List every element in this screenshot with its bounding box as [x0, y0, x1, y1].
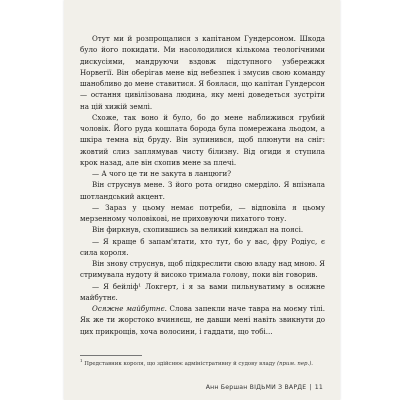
body-text [80, 33, 325, 337]
footnote-translator-note: (прим. пер.). [276, 360, 314, 367]
footnote-text: Представник короля, що здійснює адміністративну й судову владу [82, 360, 276, 367]
running-footer [206, 384, 323, 391]
paragraph-2: Схоже, так воно й було, бо до мене наближився грубий чоловік. Його руда кошлата борода була помережана льодом, а шкіра темна від бруду. Він зупинився, щоб плюнути на сніг: жовтий слиз заплямував чисту білизну. Від огиди я ступила крок назад, але він схопив мене за плечі. [80, 112, 325, 167]
italic-phrase: Осяжне майбутнє. [92, 304, 167, 313]
paragraph-6-rest: Слова запекли наче тавра на моєму тілі. Як же ти жорстоко вчиняєш, не давши мені навіть звикнути до цих прикрощів, хоча волосини, і гаддати, що тобі... [80, 304, 325, 336]
footer-title: ВІДЬМИ З ВАРДЕ [249, 384, 307, 391]
footer-author: Анн Бершан [205, 384, 248, 391]
dialogue-line-1: — А чого це ти не закута в ланцюги? [92, 169, 232, 178]
paragraph-5: Він знову струснув, щоб підкреслити свою владу над мною. Я стримувала нудоту й високо тримала голову, поки він говорив. [80, 259, 325, 280]
paragraph-4: Він фиркнув, схопившись за великий кинджал на поясі. [92, 225, 304, 235]
footnote-mark: 1 [80, 358, 83, 363]
paragraph-6 [80, 303, 325, 337]
dialogue-line-4: — Я бейліф¹ Локгерт, і я за вами пильнуватиму в осяжне майбутнє. [80, 281, 325, 302]
footnote-divider [80, 355, 142, 356]
paragraph-3: Він струснув мене. З його рота огидно смерділо. Я впізнала шотландський акцент. [80, 180, 325, 201]
paragraph-1: Отут ми й розпрощалися з капітаном Гундерсоном. Шкода було його покидати. Ми насолодилися кількома теологічними дискусіями, мандруючи вздовж підступного узбережжя Норвегії. Він оберігав мене від небезпек і змусив свою команду шанобливо до мене ставитися. Я боялася, що капітан Гундерсон — остання цивілізована людина, яку мені доведеться зустріти на цій хижій землі. [80, 34, 325, 111]
page-number: 11 [314, 384, 323, 391]
dialogue-line-3: — Я краще б запам'ятати, хто тут, бо у вас, фру Родіус, є сила короля. [80, 236, 325, 257]
footer-separator: | [309, 384, 312, 391]
dialogue-line-2: — Зараз у цьому немає потреби, — відповіла я цьому мерзенному чоловікові, не приховуючи пихатого тону. [80, 202, 325, 223]
footnote [80, 357, 325, 368]
